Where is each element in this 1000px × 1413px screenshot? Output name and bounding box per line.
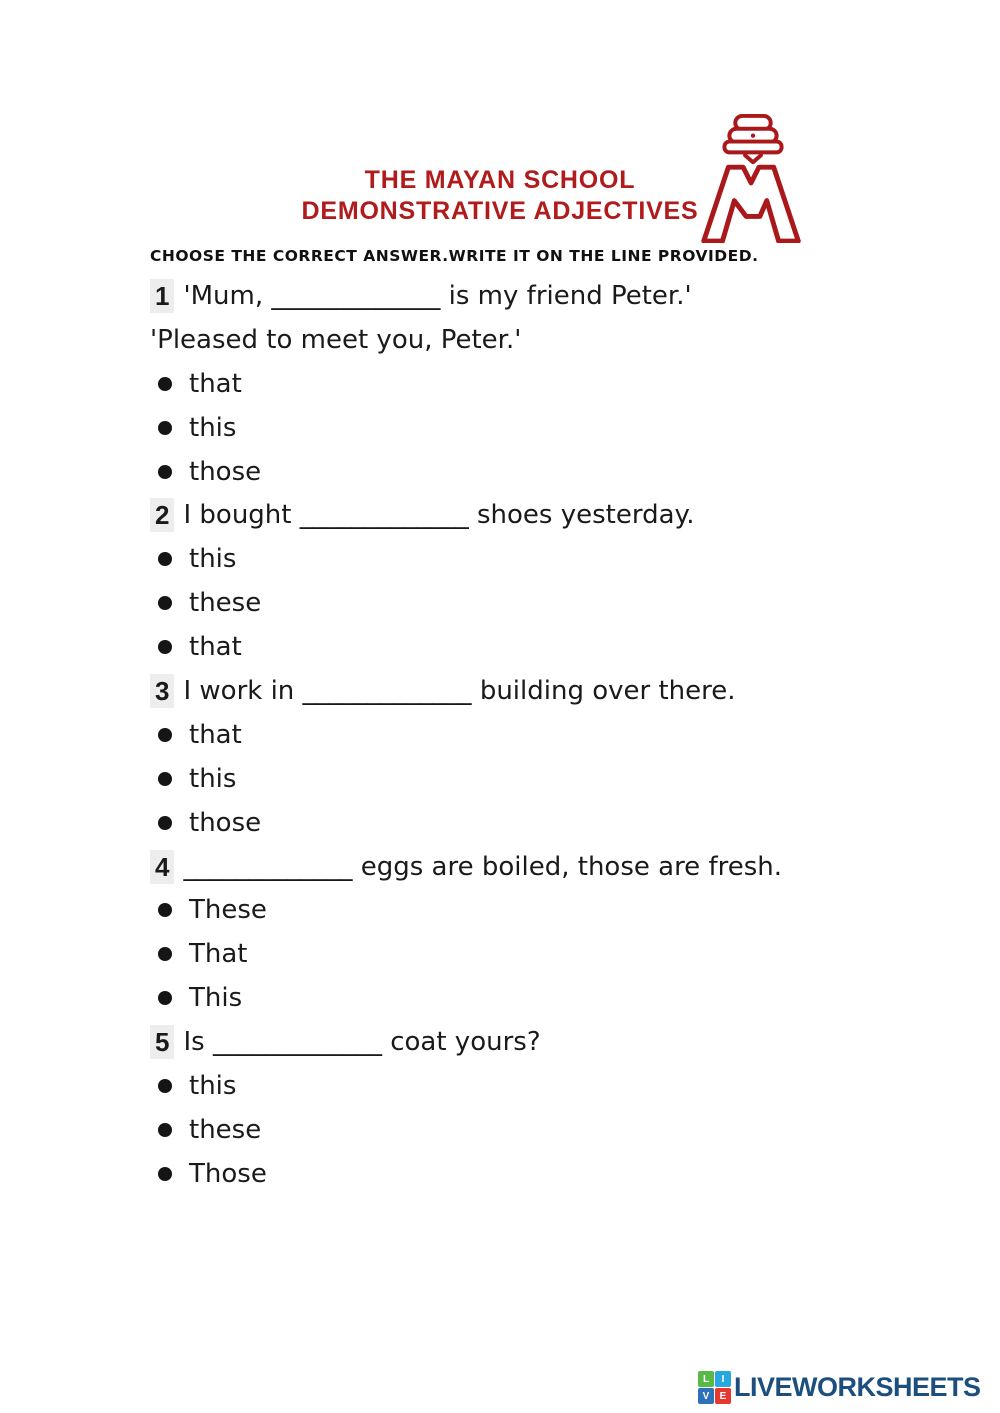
option-label: those <box>189 807 262 838</box>
worksheet-title <box>0 165 1000 227</box>
question-3-prompt: I work in _____________ building over there. <box>183 675 736 706</box>
liveworksheets-wordmark: LIVEWORKSHEETS <box>734 1372 981 1402</box>
radio-bullet-icon <box>158 816 172 830</box>
question-4-line <box>150 845 970 889</box>
question-1-line <box>150 274 970 318</box>
question-2-option-2[interactable] <box>150 581 970 625</box>
tile-letter-e: E <box>715 1388 731 1404</box>
radio-bullet-icon <box>158 903 172 917</box>
question-1-option-1[interactable] <box>150 362 970 406</box>
question-4-prompt: _____________ eggs are boiled, those are fresh. <box>183 851 783 882</box>
radio-bullet-icon <box>158 596 172 610</box>
option-label: that <box>189 632 242 663</box>
radio-bullet-icon <box>158 1167 172 1181</box>
tile-letter-l: L <box>698 1371 714 1387</box>
option-label: that <box>189 368 242 399</box>
option-label: this <box>189 544 237 575</box>
radio-bullet-icon <box>158 465 172 479</box>
radio-bullet-icon <box>158 728 172 742</box>
option-label: that <box>189 719 242 750</box>
radio-bullet-icon <box>158 640 172 654</box>
questions-area <box>150 274 970 1196</box>
question-5-option-1[interactable] <box>150 1064 970 1108</box>
liveworksheets-tiles-icon <box>698 1371 731 1404</box>
worksheet-title-line2: DEMONSTRATIVE ADJECTIVES <box>301 197 699 225</box>
option-label: this <box>189 412 237 443</box>
question-1-prompt: 'Mum, _____________ is my friend Peter.' <box>183 280 692 311</box>
radio-bullet-icon <box>158 991 172 1005</box>
option-label: This <box>189 983 243 1014</box>
radio-bullet-icon <box>158 772 172 786</box>
question-5-option-2[interactable] <box>150 1108 970 1152</box>
mayan-school-logo-icon <box>697 113 809 243</box>
question-4-option-1[interactable] <box>150 888 970 932</box>
question-1-option-3[interactable] <box>150 450 970 494</box>
question-5-option-3[interactable] <box>150 1152 970 1196</box>
question-1-subtext: 'Pleased to meet you, Peter.' <box>150 324 522 355</box>
question-1-number: 1 <box>150 279 174 313</box>
radio-bullet-icon <box>158 1079 172 1093</box>
radio-bullet-icon <box>158 1123 172 1137</box>
question-2-number: 2 <box>150 498 174 532</box>
worksheet-title-line1: THE MAYAN SCHOOL <box>364 166 636 194</box>
question-4-option-3[interactable] <box>150 976 970 1020</box>
question-5-line <box>150 1020 970 1064</box>
option-label: These <box>189 895 267 926</box>
option-label: this <box>189 763 237 794</box>
question-2-prompt: I bought _____________ shoes yesterday. <box>183 500 695 531</box>
question-3-number: 3 <box>150 674 174 708</box>
radio-bullet-icon <box>158 421 172 435</box>
question-1-subtext-line <box>150 318 970 362</box>
question-2-option-1[interactable] <box>150 537 970 581</box>
question-3-option-2[interactable] <box>150 757 970 801</box>
radio-bullet-icon <box>158 947 172 961</box>
question-2-option-3[interactable] <box>150 625 970 669</box>
option-label: these <box>189 1114 262 1145</box>
liveworksheets-logo[interactable] <box>698 1371 981 1404</box>
question-3-option-3[interactable] <box>150 801 970 845</box>
radio-bullet-icon <box>158 377 172 391</box>
option-label: this <box>189 1070 237 1101</box>
question-4-number: 4 <box>150 850 174 884</box>
tile-letter-i: I <box>715 1371 731 1387</box>
question-4-option-2[interactable] <box>150 932 970 976</box>
question-2-line <box>150 493 970 537</box>
question-3-line <box>150 669 970 713</box>
option-label: those <box>189 456 262 487</box>
question-5-prompt: Is _____________ coat yours? <box>183 1027 541 1058</box>
question-3-option-1[interactable] <box>150 713 970 757</box>
option-label: Those <box>189 1158 267 1189</box>
radio-bullet-icon <box>158 552 172 566</box>
question-5-number: 5 <box>150 1025 174 1059</box>
question-1-option-2[interactable] <box>150 406 970 450</box>
option-label: That <box>189 939 248 970</box>
option-label: these <box>189 588 262 619</box>
tile-letter-v: V <box>698 1388 714 1404</box>
instructions-text: CHOOSE THE CORRECT ANSWER.WRITE IT ON THE LINE PROVIDED. <box>150 247 759 265</box>
